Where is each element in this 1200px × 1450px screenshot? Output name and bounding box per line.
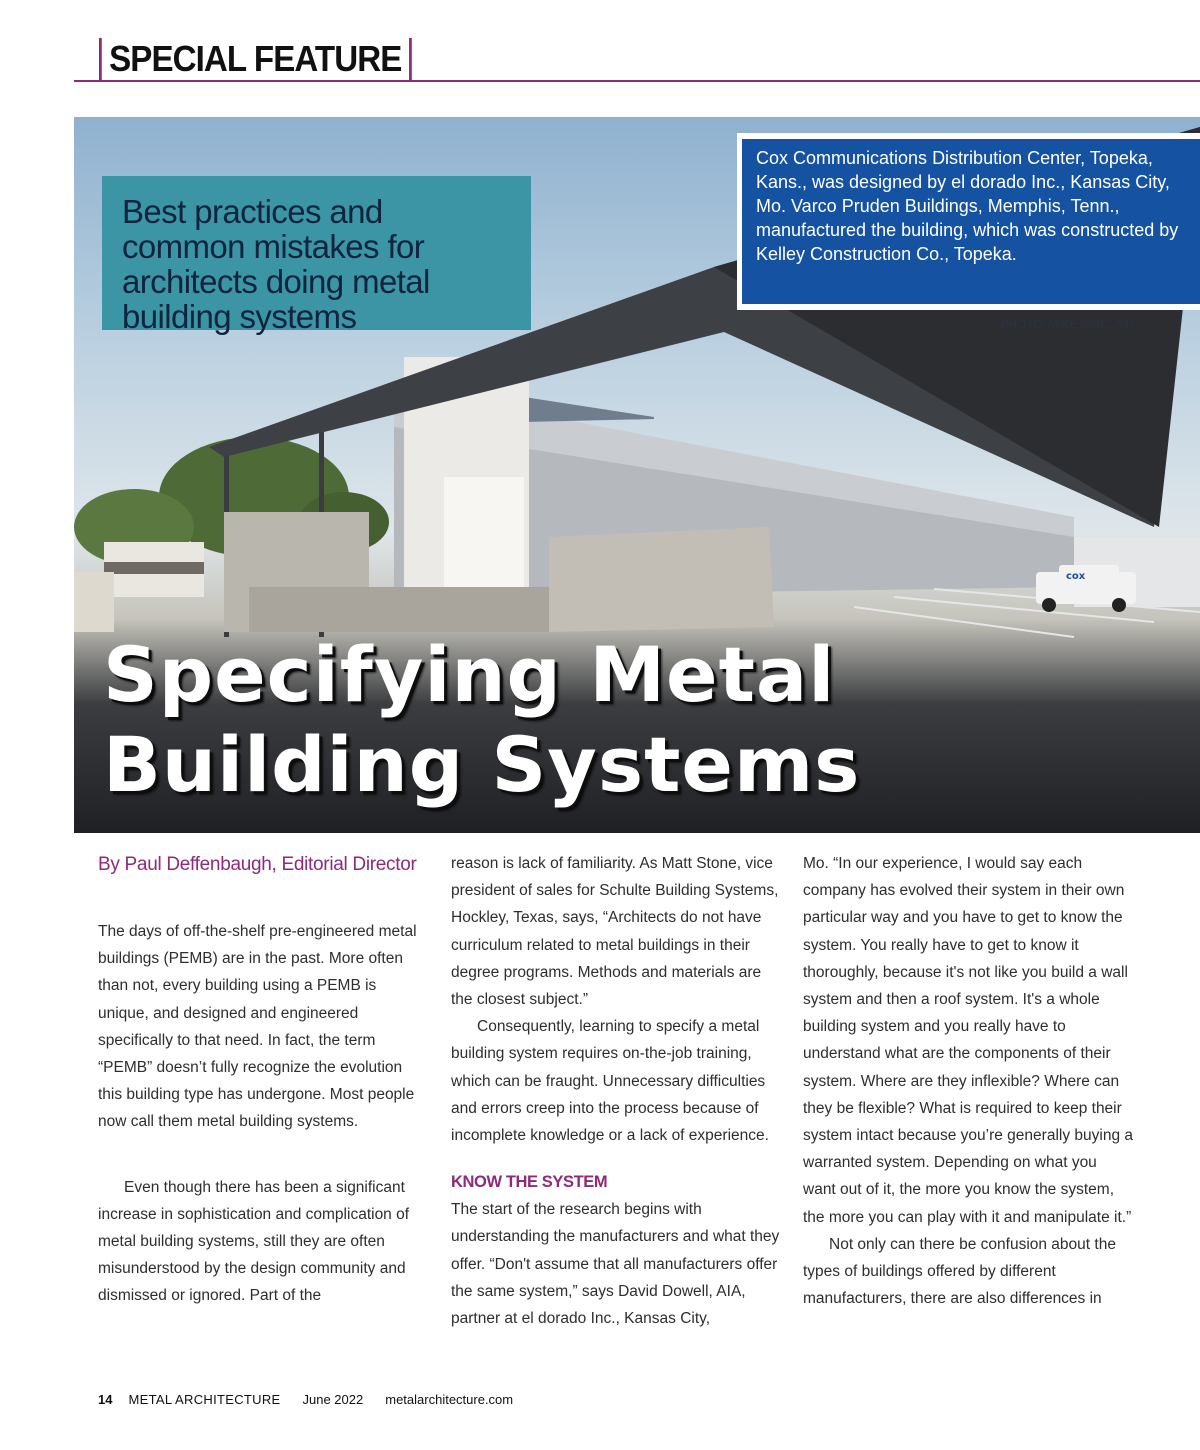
article-headline bbox=[103, 630, 1003, 810]
body-paragraph: The start of the research begins with understanding the manufacturers and what they offer. “Don't assume that all manufacturers offer the same system,” says David Dowell, AIA, partner at el dorado Inc., Kansas City, bbox=[451, 1201, 780, 1328]
dek-box bbox=[102, 176, 531, 335]
page-number: 14 bbox=[98, 1392, 113, 1407]
magazine-name: METAL ARCHITECTURE bbox=[128, 1392, 281, 1407]
body-paragraph: Not only can there be confusion about the types of buildings offered by different manufacturers, there are also differences in bbox=[803, 1235, 1116, 1308]
photo-caption-box bbox=[737, 133, 1200, 310]
body-paragraph: Mo. “In our experience, I would say each company has evolved their system in their own particular way and you have to get to know the system. You really have to get to know it thoroughly, because it's not like you build a wall system and then a roof system. It's a whole building system and you really have to understand what are the components of their system. Where are they inflexible? Where can they be flexible? What is required to keep their system intact because you’re generally buying a warranted system. Depending on what you want out of it, the more you know the system, the more you can play with it and manipulate it.” bbox=[803, 855, 1133, 1226]
svg-text:cox: cox bbox=[1066, 571, 1086, 582]
section-label: SPECIAL FEATURE bbox=[99, 38, 412, 80]
column-2 bbox=[451, 850, 781, 1332]
website: metalarchitecture.com bbox=[385, 1392, 514, 1407]
page-footer bbox=[98, 1392, 513, 1407]
photo-credit: PHOTO: MIKE SINCLAIR bbox=[1000, 317, 1134, 331]
byline: By Paul Deffenbaugh, Editorial Director bbox=[98, 854, 417, 875]
column-3 bbox=[803, 850, 1133, 1312]
headline-line-1: Specifying Metal bbox=[103, 630, 836, 719]
subhead: KNOW THE SYSTEM bbox=[451, 1173, 608, 1192]
column-1 bbox=[98, 850, 430, 1310]
intro-paragraph: The days of off-the-shelf pre-engineered metal buildings (PEMB) are in the past. More often than not, every building using a PEMB is unique, and designed and engineered specifically to that need. In fact, the term “PEMB” doesn’t fully recognize the evolution this building type has undergone. Most people now call them metal building systems. bbox=[98, 923, 417, 1131]
headline-line-2: Building Systems bbox=[103, 720, 861, 809]
body-paragraph: Consequently, learning to specify a metal building system requires on-the-job training, which can be fraught. Unnecessary difficulties and errors creep into the process because of incomplete knowledge or a lack of experience. bbox=[451, 1018, 769, 1145]
body-paragraph: reason is lack of familiarity. As Matt Stone, vice president of sales for Schulte Building Systems, Hockley, Texas, says, “Architects do not have curriculum related to metal buildings in their degree programs. Methods and materials are the closest subject.” bbox=[451, 855, 779, 1009]
issue-date: June 2022 bbox=[302, 1392, 364, 1407]
dek-text: Best practices and common mistakes for architects doing metal building systems bbox=[122, 193, 430, 335]
body-paragraph: Even though there has been a significant increase in sophistication and complication of metal building systems, still they are often misunderstood by the design community and dismissed or ignored. Part of the bbox=[98, 1178, 410, 1305]
photo-caption: Cox Communications Distribution Center, Topeka, Kans., was designed by el dorado Inc., Kansas City, Mo. Varco Pruden Buildings, Memphis, Tenn., manufactured the building, which was constructed by Kelley Construction Co., Topeka. bbox=[742, 139, 1200, 304]
header-rule bbox=[74, 80, 1200, 82]
